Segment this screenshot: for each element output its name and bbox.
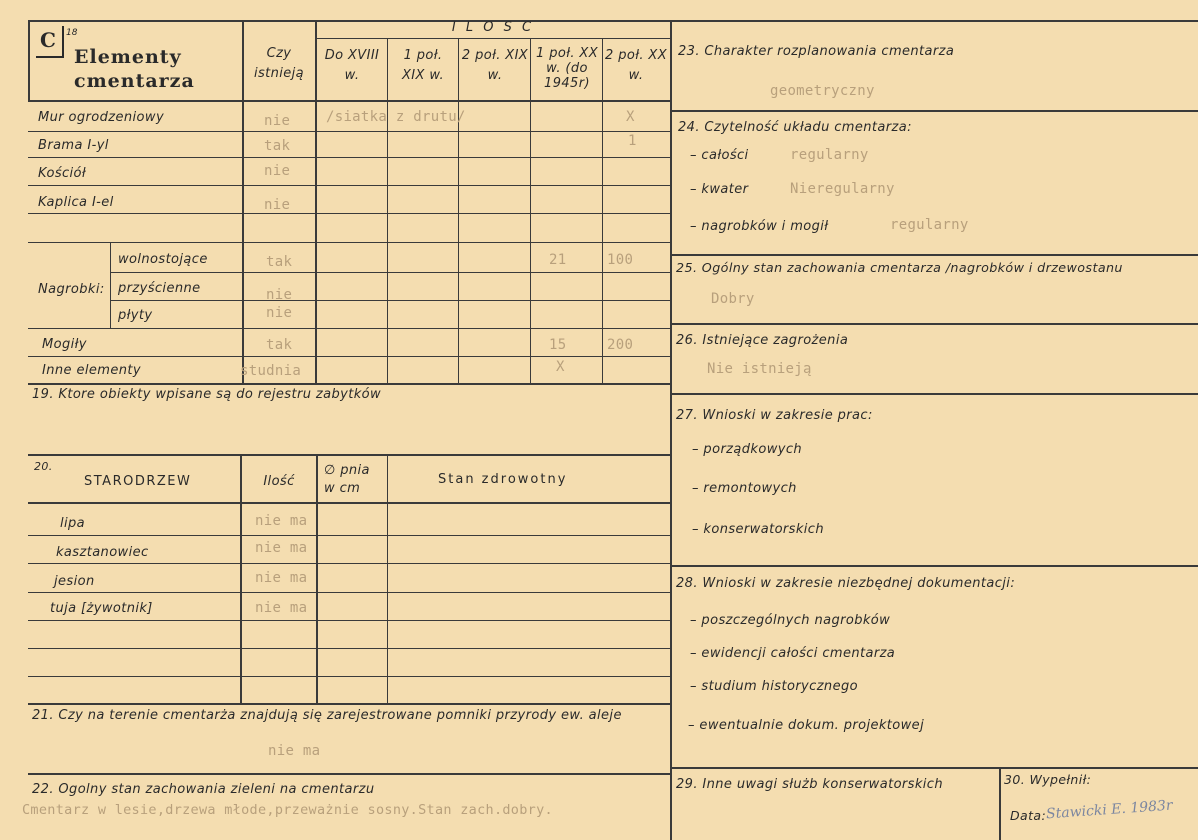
row-brama-v5: 1	[628, 133, 637, 149]
grid-line	[458, 38, 459, 384]
row-przysc-label: przyścienne	[118, 281, 201, 296]
grid-line	[28, 157, 671, 158]
q24-item-answer: regularny	[890, 217, 969, 233]
signature: Stawicki E. 1983r	[1045, 797, 1174, 823]
grid-line	[387, 38, 388, 384]
tree-ilosc: nie ma	[255, 600, 308, 616]
grid-line	[28, 502, 671, 504]
col-header-1xx: 1 poł. XX w. (do 1945r)	[535, 46, 599, 91]
q20-number: 20.	[34, 460, 53, 473]
grid-line	[671, 323, 1198, 325]
grid-line	[602, 38, 603, 384]
section-title-line1: Elementy	[74, 46, 182, 68]
q25-answer: Dobry	[711, 291, 755, 307]
grid-line	[28, 356, 671, 357]
grid-line	[28, 535, 671, 536]
row-wolno-v4: 21	[549, 252, 567, 268]
row-przysc-czy: nie	[266, 287, 293, 303]
grid-line	[28, 592, 671, 593]
row-wolno-label: wolnostojące	[118, 252, 208, 267]
row-mogily-v5: 200	[607, 337, 634, 353]
q28-item: – ewidencji całości cmentarza	[690, 646, 896, 661]
grid-line	[28, 703, 671, 705]
q24-item-answer: Nieregularny	[790, 181, 895, 197]
starodrzew-ilosc-header: Ilość	[263, 474, 295, 489]
grid-line	[28, 185, 671, 186]
row-wolno-czy: tak	[266, 254, 293, 270]
row-brama-czy: tak	[264, 138, 291, 154]
ilosc-header: I L O S C	[451, 20, 535, 35]
row-kaplica-czy: nie	[264, 197, 291, 213]
tree-name: lipa	[60, 516, 86, 531]
row-mur-v5: X	[626, 109, 635, 125]
grid-line	[28, 676, 671, 677]
grid-line	[671, 110, 1198, 112]
grid-line	[110, 272, 671, 273]
grid-line	[28, 648, 671, 649]
q26-answer: Nie istnieją	[707, 361, 812, 377]
grid-line	[240, 455, 242, 704]
grid-line	[242, 20, 244, 384]
q24-item-label: – kwater	[690, 182, 749, 197]
row-nagrobki-label: Nagrobki:	[38, 282, 105, 297]
row-inne-label: Inne elementy	[42, 363, 141, 378]
row-mogily-v4: 15	[549, 337, 567, 353]
row-wolno-v5: 100	[607, 252, 634, 268]
grid-line	[316, 455, 318, 704]
grid-line	[671, 565, 1198, 567]
grid-line	[28, 131, 671, 132]
grid-line	[387, 455, 388, 704]
grid-line	[28, 620, 671, 621]
q24-label: 24. Czytelność układu cmentarza:	[678, 120, 912, 135]
grid-line	[28, 773, 671, 775]
q27-item: – konserwatorskich	[692, 522, 824, 537]
row-mogily-czy: tak	[266, 337, 293, 353]
grid-line	[110, 242, 111, 328]
starodrzew-stan-header: Stan zdrowotny	[438, 472, 568, 487]
grid-line	[671, 393, 1198, 395]
q23-label: 23. Charakter rozplanowania cmentarza	[678, 44, 955, 59]
center-divider	[670, 20, 672, 840]
row-mogily-label: Mogiły	[42, 337, 87, 352]
grid-line	[28, 563, 671, 564]
grid-line	[28, 454, 671, 456]
tree-ilosc: nie ma	[255, 570, 308, 586]
col-czy-istnieja: Czy istnieją	[253, 46, 305, 81]
q28-item: – poszczególnych nagrobków	[690, 613, 891, 628]
row-mur-note: /siatka z drutu/	[326, 109, 466, 125]
tree-name: kasztanowiec	[56, 545, 149, 560]
q28-item: – ewentualnie dokum. projektowej	[688, 718, 925, 733]
q19-label: 19. Ktore obiekty wpisane są do rejestru zabytków	[32, 387, 382, 402]
q29-label: 29. Inne uwagi służb konserwatorskich	[676, 777, 943, 792]
grid-line	[110, 300, 671, 301]
row-inne-v4: X	[556, 359, 565, 375]
row-kaplica-label: Kaplica I-el	[38, 195, 114, 210]
tree-name: jesion	[54, 574, 95, 589]
q23-answer: geometryczny	[770, 83, 875, 99]
tree-name: tuja [żywotnik]	[50, 601, 153, 616]
q28-label: 28. Wnioski w zakresie niezbędnej dokumentacji:	[676, 576, 1016, 591]
q22-answer: Cmentarz w lesie,drzewa młode,przeważnie sosny.Stan zach.dobry.	[22, 802, 553, 818]
q24-item-label: – całości	[690, 148, 749, 163]
data-label: Data:	[1010, 808, 1047, 823]
row-kosciol-label: Kościół	[38, 166, 87, 181]
grid-line	[999, 768, 1001, 840]
grid-line	[28, 383, 671, 385]
q21-label: 21. Czy na terenie cmentarża znajdują się zarejestrowane pomniki przyrody ew. aleje	[32, 708, 622, 723]
grid-line	[28, 100, 671, 102]
q27-item: – remontowych	[692, 481, 797, 496]
q27-label: 27. Wnioski w zakresie prac:	[676, 408, 873, 423]
q24-item-answer: regularny	[790, 147, 869, 163]
grid-line	[28, 242, 671, 243]
q30-label: 30. Wypełnił:	[1004, 772, 1092, 787]
grid-line	[316, 38, 670, 39]
grid-line	[671, 767, 1198, 769]
q21-answer: nie ma	[268, 743, 321, 759]
q22-label: 22. Ogolny stan zachowania zieleni na cmentarzu	[32, 782, 375, 797]
starodrzew-pnia-header: ∅ pnia w cm	[324, 463, 370, 496]
grid-line	[530, 38, 531, 384]
tree-ilosc: nie ma	[255, 513, 308, 529]
row-plyty-czy: nie	[266, 305, 293, 321]
row-inne-czy: studnia	[240, 363, 302, 379]
col-header-1xix: 1 poł. XIX w.	[401, 48, 445, 83]
q26-label: 26. Istniejące zagrożenia	[676, 333, 849, 348]
grid-line	[671, 254, 1198, 256]
col-header-2xix: 2 poł. XIX w.	[461, 48, 529, 83]
q27-item: – porządkowych	[692, 442, 803, 457]
q28-item: – studium historycznego	[690, 679, 858, 694]
starodrzew-header: STARODRZEW	[84, 474, 192, 489]
row-plyty-label: płyty	[118, 308, 153, 323]
grid-line	[28, 213, 671, 214]
section-title-line2: cmentarza	[74, 70, 195, 92]
row-mur-label: Mur ogrodzeniowy	[38, 110, 165, 125]
col-header-xviii: Do XVIII w.	[324, 48, 380, 83]
section-letter: C	[40, 28, 56, 52]
col-header-2xx: 2 poł. XX w.	[604, 48, 668, 83]
grid-line	[315, 20, 317, 384]
left-edge-line	[28, 20, 30, 100]
q24-item-label: – nagrobków i mogił	[690, 219, 829, 234]
grid-line	[28, 328, 671, 329]
q25-label: 25. Ogólny stan zachowania cmentarza /nagrobków i drzewostanu	[676, 260, 1123, 275]
tree-ilosc: nie ma	[255, 540, 308, 556]
row-mur-czy: nie	[264, 113, 291, 129]
row-kosciol-czy: nie	[264, 163, 291, 179]
section-number: 18	[66, 28, 78, 38]
row-brama-label: Brama I-yl	[38, 138, 109, 153]
